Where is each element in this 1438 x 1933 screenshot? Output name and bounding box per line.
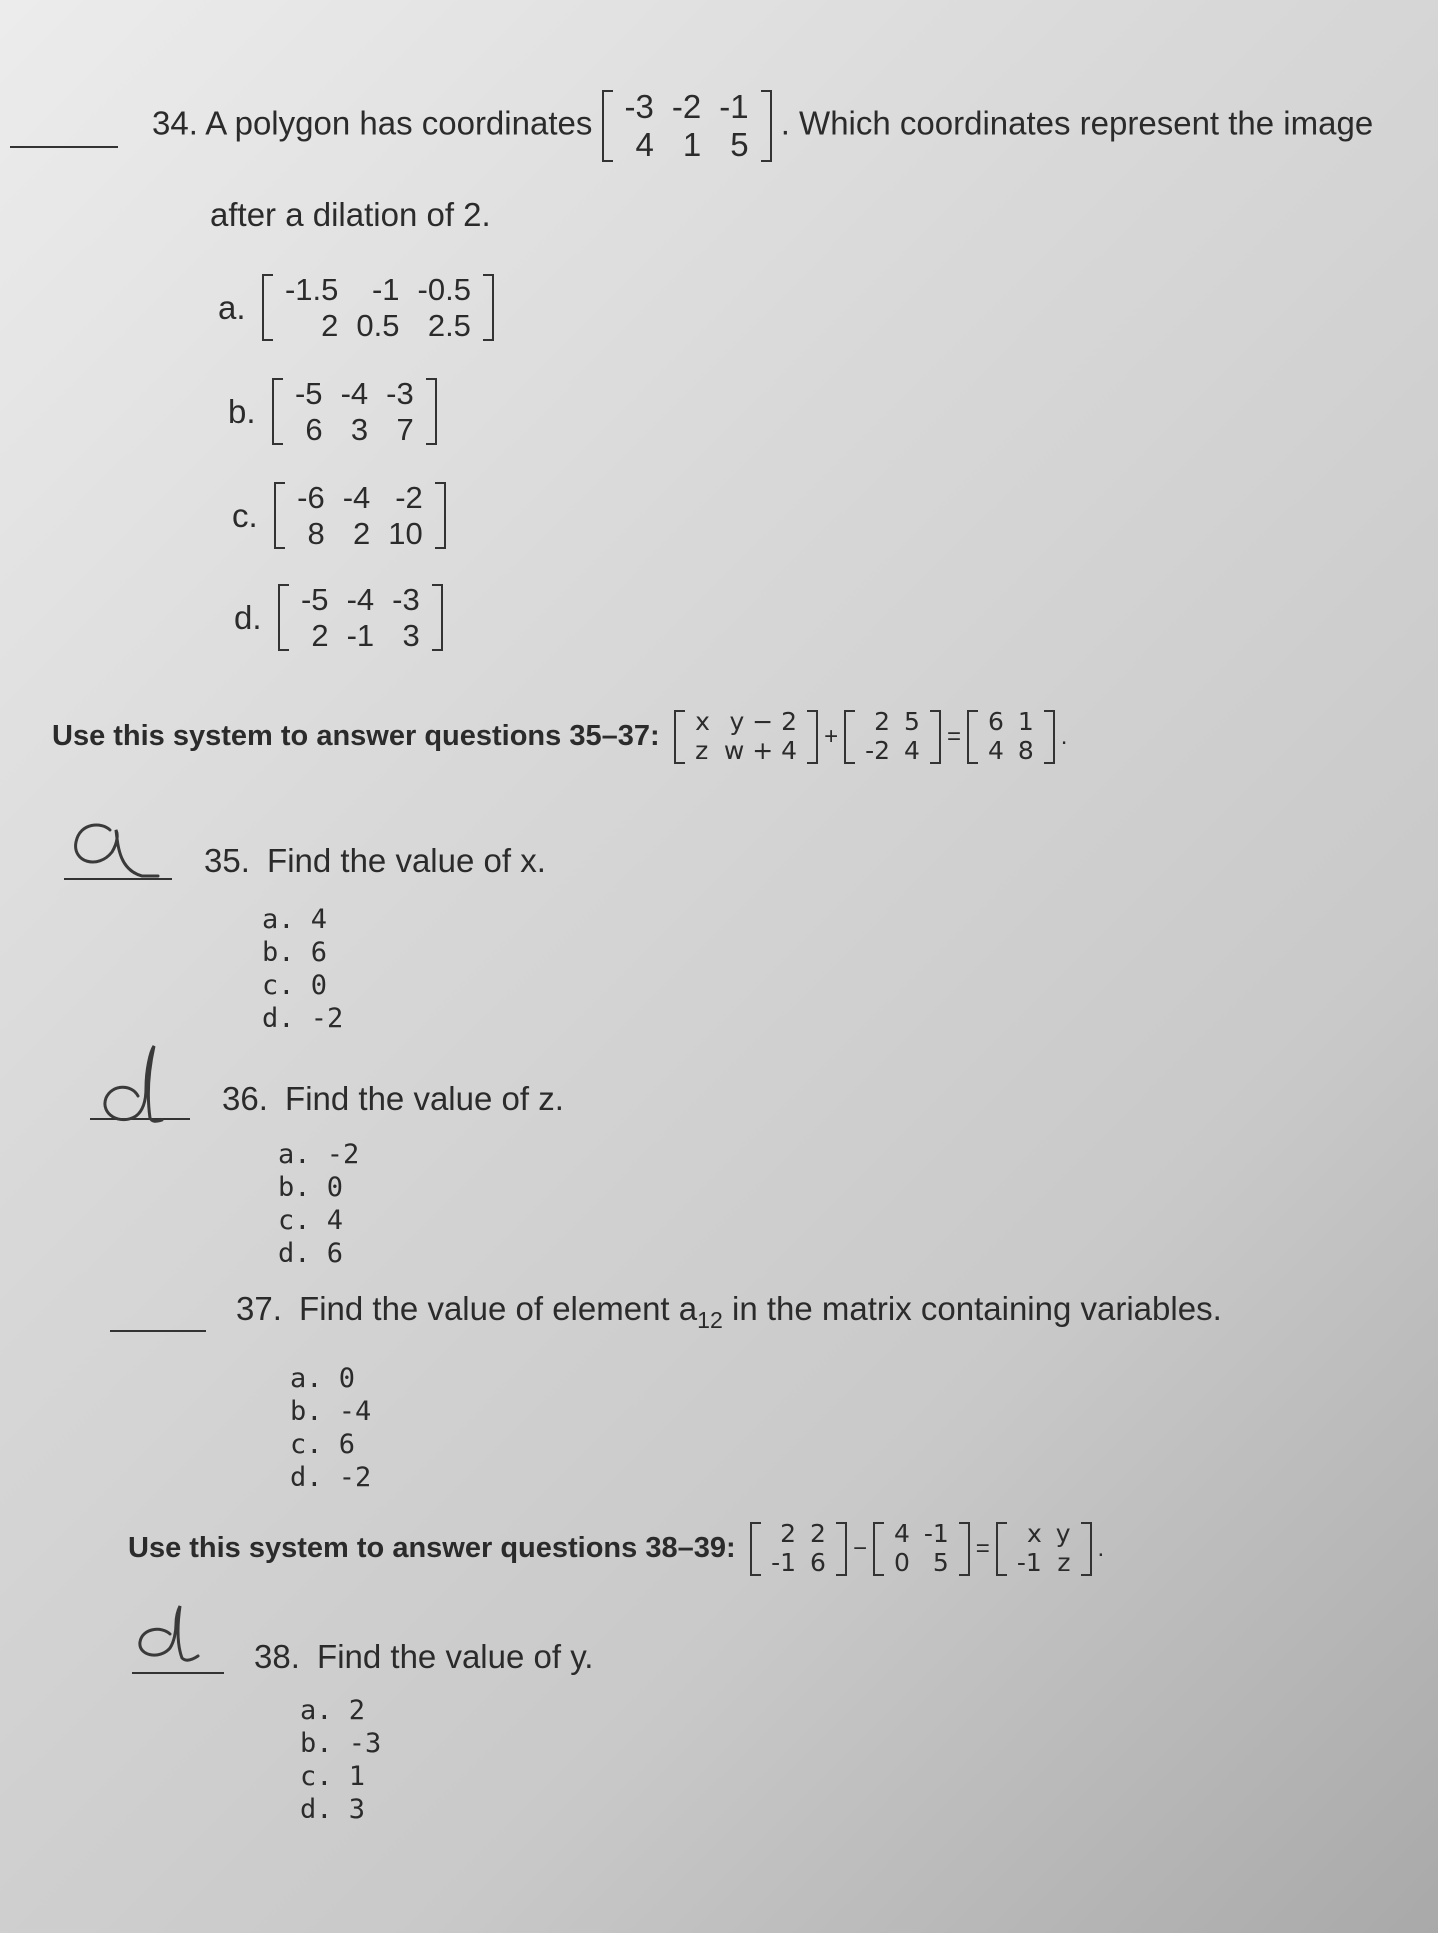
equals-sign: = xyxy=(975,1534,990,1562)
options-37 xyxy=(290,1362,371,1494)
matrix-cell: x xyxy=(695,707,710,736)
option-matrix xyxy=(262,272,494,343)
matrix-cell: -1 xyxy=(923,1519,949,1548)
matrix-cell: 2.5 xyxy=(427,307,471,343)
handwritten-answer-38 xyxy=(130,1602,210,1672)
matrix-cell: -2 xyxy=(865,735,891,765)
matrix-cell: y − 2 xyxy=(729,707,798,736)
option-38-d[interactable]: d. 3 xyxy=(300,1794,366,1825)
matrix-cell: 0.5 xyxy=(356,307,400,343)
handwritten-answer-35 xyxy=(60,800,170,880)
matrix-cell: 6 xyxy=(987,707,1004,736)
matrix-cell: -3 xyxy=(624,88,654,125)
matrix-cell: 2 xyxy=(874,707,891,736)
matrix-cell: x xyxy=(1026,1519,1042,1548)
matrix-cell: 2 xyxy=(353,515,371,551)
question-34-continuation: after a dilation of 2. xyxy=(210,196,491,233)
matrix-cell: -1 xyxy=(719,88,749,125)
system-intro: Use this system to answer questions 35–37: xyxy=(52,720,660,753)
option-letter: b. xyxy=(228,392,256,430)
question-34-text-after: . Which coordinates represent the image xyxy=(780,104,1374,142)
system-35-37 xyxy=(52,708,1073,766)
option-letter: a. xyxy=(218,288,246,326)
matrix-cell: 3 xyxy=(402,617,420,653)
minus-sign: − xyxy=(852,1534,867,1562)
system-38-39 xyxy=(128,1520,1110,1578)
matrix-cell: -1 xyxy=(771,1547,797,1577)
matrix-cell: 1 xyxy=(1017,707,1034,736)
option-34-c xyxy=(232,480,446,551)
option-34-d xyxy=(234,582,443,653)
option-36-b[interactable]: b. 0 xyxy=(278,1172,344,1203)
option-letter: d. xyxy=(234,598,262,636)
option-37-c[interactable]: c. 6 xyxy=(290,1429,356,1460)
question-35-number: 35. xyxy=(204,842,250,879)
question-35 xyxy=(204,842,546,880)
matrix-cell: z xyxy=(695,735,709,765)
result-matrix xyxy=(967,708,1055,766)
matrix-cell: w + 4 xyxy=(723,735,798,765)
matrix-cell: -0.5 xyxy=(417,272,471,307)
matrix-cell: 5 xyxy=(730,125,749,163)
option-35-c[interactable]: c. 0 xyxy=(262,970,328,1001)
matrix-cell: 6 xyxy=(305,411,323,447)
matrix-cell: 4 xyxy=(893,1519,910,1548)
matrix-cell: 2 xyxy=(780,1519,797,1548)
variable-matrix xyxy=(674,708,818,766)
option-35-d[interactable]: d. -2 xyxy=(262,1003,344,1034)
matrix-cell: -6 xyxy=(297,480,325,515)
answer-blank-34[interactable] xyxy=(10,146,118,148)
matrix-cell: -4 xyxy=(342,480,371,515)
option-36-c[interactable]: c. 4 xyxy=(278,1205,344,1236)
matrix-cell: 2 xyxy=(810,1519,826,1548)
option-36-a[interactable]: a. -2 xyxy=(278,1139,360,1170)
answer-blank-38[interactable] xyxy=(132,1672,224,1674)
question-36-text: Find the value of z. xyxy=(285,1080,564,1117)
option-letter: c. xyxy=(232,496,258,534)
question-34-text: A polygon has coordinates xyxy=(205,104,593,142)
option-34-b xyxy=(228,376,437,447)
period: . xyxy=(1060,722,1068,750)
option-38-c[interactable]: c. 1 xyxy=(300,1761,366,1792)
matrix-cell: 0 xyxy=(893,1547,910,1577)
question-38-text: Find the value of y. xyxy=(317,1638,594,1675)
matrix-cell: -1 xyxy=(346,617,375,653)
matrix-cell: -2 xyxy=(395,480,423,515)
question-37-number: 37. xyxy=(236,1290,282,1327)
matrix-cell: 3 xyxy=(350,411,369,447)
period: . xyxy=(1097,1534,1105,1562)
answer-blank-37[interactable] xyxy=(110,1330,206,1332)
matrix-cell: 5 xyxy=(932,1547,949,1577)
matrix-cell: -5 xyxy=(300,582,329,617)
question-36-number: 36. xyxy=(222,1080,268,1117)
plus-sign: + xyxy=(824,722,839,750)
question-34 xyxy=(152,88,1373,164)
matrix-cell: 6 xyxy=(810,1547,826,1577)
matrix-cell: 4 xyxy=(904,735,920,765)
matrix-cell: 1 xyxy=(682,125,702,163)
constant-matrix xyxy=(844,708,941,766)
option-38-b[interactable]: b. -3 xyxy=(300,1728,382,1759)
element-subscript: 12 xyxy=(697,1307,723,1334)
option-38-a[interactable]: a. 2 xyxy=(300,1695,366,1726)
option-37-a[interactable]: a. 0 xyxy=(290,1363,356,1394)
options-38 xyxy=(300,1694,381,1826)
question-37-text-after: in the matrix containing variables. xyxy=(722,1290,1222,1327)
handwritten-answer-36 xyxy=(92,1040,202,1130)
system-intro: Use this system to answer questions 38–39: xyxy=(128,1532,736,1565)
option-35-b[interactable]: b. 6 xyxy=(262,937,328,968)
option-35-a[interactable]: a. 4 xyxy=(262,904,328,935)
matrix-cell: y xyxy=(1055,1519,1071,1548)
question-34-matrix xyxy=(602,88,772,164)
option-matrix xyxy=(274,480,446,551)
matrix-cell: -4 xyxy=(340,376,369,411)
matrix-cell: 4 xyxy=(635,125,654,163)
options-35 xyxy=(262,903,343,1035)
matrix-cell: 2 xyxy=(311,617,329,653)
question-37-text: Find the value of element a xyxy=(299,1290,698,1327)
question-35-text: Find the value of x. xyxy=(267,842,546,879)
matrix-cell: -3 xyxy=(386,376,414,411)
matrix-cell: -3 xyxy=(392,582,420,617)
matrix-cell: 5 xyxy=(904,707,920,736)
question-38 xyxy=(254,1638,593,1676)
option-matrix xyxy=(272,376,437,447)
question-36 xyxy=(222,1080,564,1118)
matrix-cell: z xyxy=(1057,1547,1071,1577)
equals-sign: = xyxy=(946,722,961,750)
matrix-cell: 2 xyxy=(321,307,339,343)
option-34-a xyxy=(218,272,494,343)
option-37-b[interactable]: b. -4 xyxy=(290,1396,372,1427)
option-36-d[interactable]: d. 6 xyxy=(278,1238,344,1269)
option-matrix xyxy=(278,582,443,653)
matrix-cell: -5 xyxy=(294,376,323,411)
question-38-number: 38. xyxy=(254,1638,300,1675)
option-37-d[interactable]: d. -2 xyxy=(290,1462,372,1493)
matrix-cell: 8 xyxy=(307,515,325,551)
question-37 xyxy=(236,1290,1222,1334)
matrix-cell: 7 xyxy=(396,411,414,447)
matrix-cell: 4 xyxy=(987,735,1004,765)
matrix-cell: 10 xyxy=(388,515,423,551)
matrix-cell: -4 xyxy=(346,582,375,617)
matrix-cell: -1 xyxy=(1016,1547,1042,1577)
first-matrix xyxy=(750,1520,847,1578)
matrix-cell: -1.5 xyxy=(284,272,339,307)
matrix-cell: 8 xyxy=(1017,735,1034,765)
matrix-cell: -1 xyxy=(371,272,400,307)
variable-matrix xyxy=(996,1520,1092,1578)
question-34-number: 34. xyxy=(152,104,198,142)
options-36 xyxy=(278,1138,359,1270)
matrix-cell: -2 xyxy=(671,88,702,125)
second-matrix xyxy=(873,1520,970,1578)
